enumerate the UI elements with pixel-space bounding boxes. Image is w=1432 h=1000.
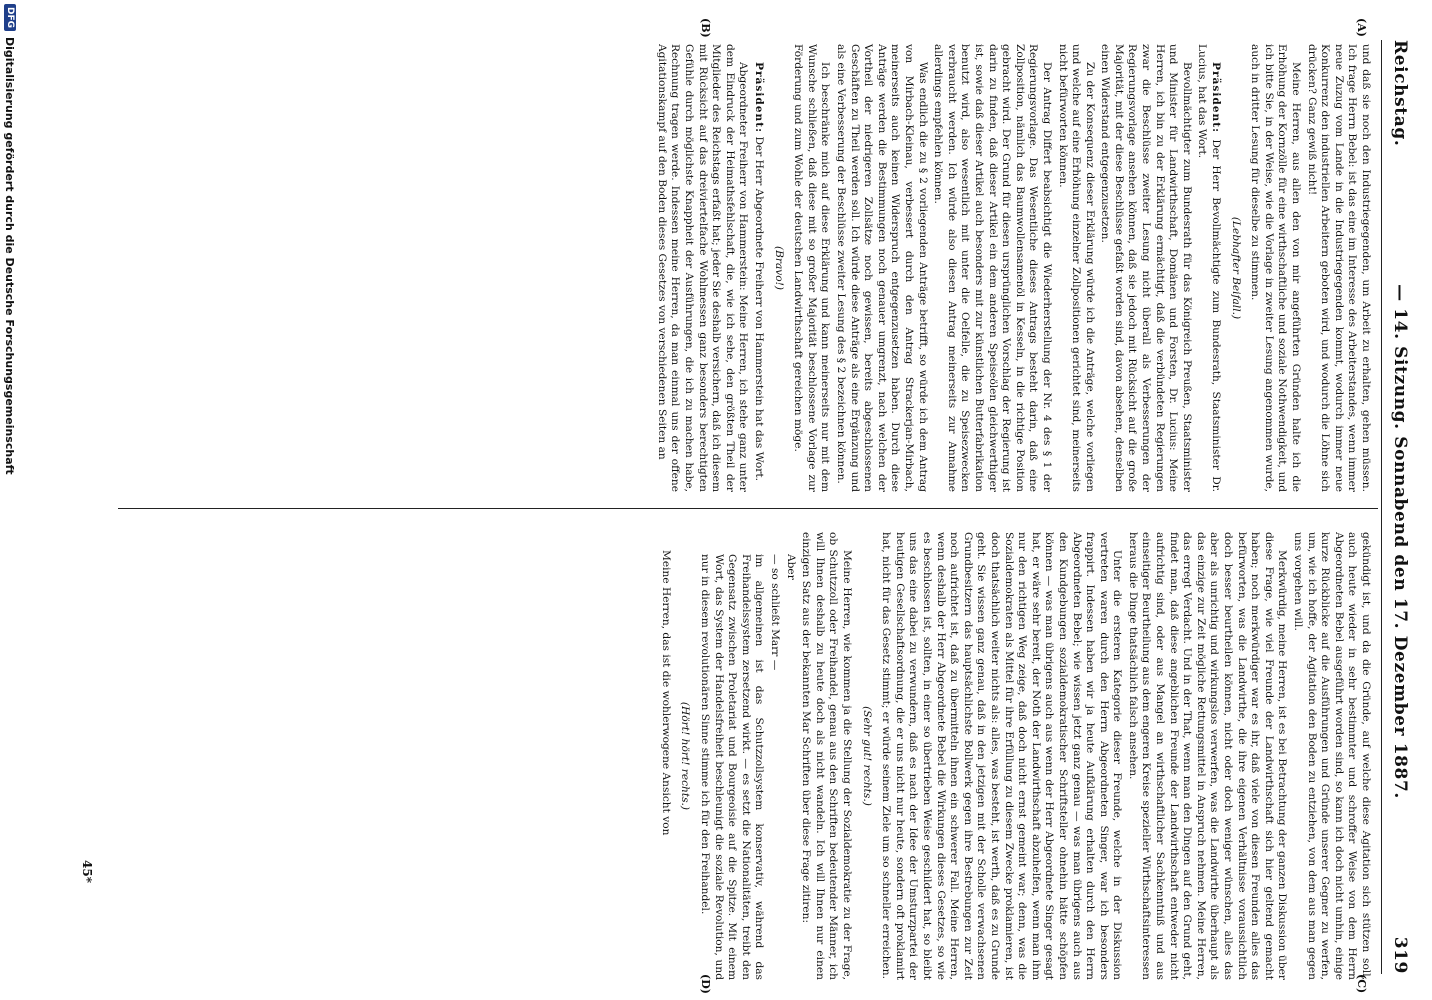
speaker-paragraph bbox=[751, 44, 765, 492]
paragraph: Der Antrag Differt beabsichtigt die Wiederherstellung der Nr. 4 des § 1 der Regierungsvorlage. Das Wesentliche dieses Antrags besteht darin, daß eine Zollposition, nämlich das Baumwollensamenöl in Kesseln, in die richtige Position gebracht wird. Der Grund für diesen ursprünglichen Vorschlag der Regierung ist darin zu finden, daß dieser Artikel ein dem anderen Speiseölen gleichwerthiger ist, sowie daß dieser Artikel auch besonders mit zur künstlichen Butterfabrikation benutzt wird, also wesentlich mit unter die Oelfelle, die zu Speisezwecken verbraucht werden. Ich würde also diesen Antrag meinerseits zur Annahme allerdings empfehlen können. bbox=[932, 44, 1053, 492]
dfg-logo: DFG bbox=[4, 4, 16, 31]
paragraph: und daß sie noch den Industriegegenden, um Arbeit zu erhalten, gehen müssen. Ich frage Herrn Bebel: ist das eine im Interesse des Arbeiterstandes, wenn immer neue Zuzug vom Lande in die Industriegegenden kommt, wodurch immer neue Konkurrenz den industriellen Arbeitern geboten wird, und wodurch die Löhne sich drücken? Ganz gewiß nicht! bbox=[1305, 44, 1372, 492]
paragraph: Ich beschränke mich auf diese Erklärung und kann meinerseits nur mit dem Wunsche schließen, daß diese mit so großer Majorität beschlossene Vorlage zur Förderung und zum Wohle der deutschen Landwirthschaft gereichen möge. bbox=[792, 44, 832, 492]
paragraph: Abgeordneter Freiherr von Hammerstein: Meine Herren, ich stehe ganz unter dem Eindruck der Heimathsfehlschaft, die, wie ich sehe, den größten Theil der Mitglieder des Reichstags erfaßt hat; jeder Sie deshalb versichern, daß ich diesem mit Rücksicht auf das dreiviertelfache Wohlmessen ganz besonders berechtigten Gefühle durch möglichste Knappheit der Ausführungen, die ich zu machen habe, Rechnung tragen werde. Indessen meine Herren, da man einmal uns der offene Agitationskampf auf den Boden dieses Gesetzes von verschiedenen Seiten an bbox=[655, 44, 750, 492]
margin-mark-b: (B) bbox=[699, 18, 712, 38]
quotation-line: — so schließt Marr — bbox=[769, 554, 782, 671]
footer-bar bbox=[0, 0, 20, 1000]
paragraph: Unter die ersteren Kategorie dieser Freunde, welche in der Diskussion vertreten waren durch den Herrn Abgeordneten Singer, war ich besonders frappirt. Indessen haben wir ja heute Aufklärung erhalten durch den Herrn Abgeordneten Bebel; wie wissen jetzt ganz genau — was man übrigens auch aus den Kundgebungen sozialdemokratischer Schriftsteller ohnehin hätte schöpfen können — was man übrigens auch aus wenn der Herr Abgeordnete Singer gesagt hat, er wäre sehr bereit, der Noth der Landwirthschaft abzuhelfen, wenn man ihm nur den richtigen Weg zeige, daß doch nicht ernst gemeint war; denn, was die Sozialdemokraten als Mittel für ihre Erfüllung zu diesem Zwecke proklamieren, ist doch thatsächlich weiter nichts als: alles, was besteht, ist werth, daß es zu Grunde geht. Sie wissen ganz genau, daß in den jetzigen mit der Scholle verwachsenen Grundbesitzern das hauptsächlichste Bollwerk gegen ihre Bestrebungen zur Zeit noch aufrichtet ist, daß zu übermitteln ihnen ein schwerer Fall. Meine Herren, wenn deshalb der Herr Abgeordnete Bebel die Wirkungen dieses Gesetzes, so wie es beschlossen ist, sollten, in einer so übertrieben Weise geschildert hat, so bleibt uns das eine dabei zu verwundern, daß es nach der Idee der Umsturzpartei der heutigen Gesellschaftsordnung, die er uns nicht nur heute, sondern oft proklamirt hat, nicht für das Gesetz stimmt; er würde seinem Ziele um so schneller erreichen. bbox=[880, 532, 1124, 980]
page-signature: 45* bbox=[80, 860, 94, 883]
paragraph: Bevollmächtigter zum Bundesrath für das Königreich Preußen, Staatsminister und Minister für Landwirthschaft, Domänen und Forsten, Dr. Lucius: Meine Herren, ich bin zu der Erklärung ermächtigt, daß die verbündeten Regierungen zwar die Beschlüsse zweiter Lesung nicht überall als Verbesserungen der Regierungsvorlage ansehen können, daß sie jedoch mit Rücksicht auf die große Majorität, mit der diese Beschlüsse gefaßt worden sind, davon absehen, denselben einen Widerstand entgegenzusetzen. bbox=[1099, 44, 1193, 492]
paragraph: gekündigt ist, und da die Gründe, auf welche diese Agitation sich stützen soll, auch heute wieder in sehr bestimmter und schroffer Weise von dem Herrn Abgeordneten Bebel ausgeführt worden sind, so kann ich doch nicht umhin, einige kurze Rückblicke auf die Ausführungen und Gründe unserer Gegner zu werfen, um, wie ich hoffe, der Agitation den Boden zu entziehen, von dem aus man gegen uns vorgehen will. bbox=[1292, 532, 1372, 980]
quotation-line: Aber bbox=[784, 554, 797, 580]
quotation-line: im allgemeinen ist das Schutzzollsystem konservativ, während das Freihandelssystem zersetzend wirkt. — es setzt die Nationalitäten, treibt den Gegensatz zwischen Proletariat und Bourgeoisie auf die Spitze. Mit einem Wort, das System der Handelsfreiheit beschleunigt die soziale Revolution, und nur in diesem revolutionären Sinne stimme ich für den Freihandel. bbox=[699, 554, 766, 980]
speaker-name: Präsident: bbox=[1210, 62, 1223, 134]
stage-direction: (Hört! hört! rechts.) bbox=[679, 701, 692, 811]
speaker-text: Der Herr Bevollmächtigte zum Bundesrath, Staatsminister Dr. Lucius, hat das Wort. bbox=[1196, 44, 1223, 492]
header-center: — 14. Sitzung. Sonnabend den 17. Dezember 1887. bbox=[1390, 284, 1410, 799]
stage-direction: (Sehr gut! rechts.) bbox=[860, 706, 873, 806]
right-column bbox=[656, 532, 1372, 980]
footer-text: Digitalisierung gefördert durch die Deutsche Forschungsgemeinschaft bbox=[3, 37, 17, 475]
paragraph: Zu der Konsequenz dieser Erklärung würde ich die Anträge, welche vorliegen und welche auf eine Erhöhung einzelner Zollpositionen gerichtet sind, meinerseits nicht befürworten können. bbox=[1056, 44, 1096, 492]
paragraph: Merkwürdig, meine Herren, ist es bei Betrachtung der ganzen Diskussion über diese Frage, wie viel Freunde der Landwirthschaft sich hier geltend gemacht haben; noch merkwürdiger war es ihr, daß viele von diesen Freunden alles das befürworten, was die Landwirthe, die ihre eigenen Verhältnisse voraussichtlich doch besser beurtheilen können, nicht oder doch weniger wünschen, alles das aber als unrichtig und wirkungslos verwerfen, was die Landwirthe überhaupt als das einzige zur Zeit mögliche Rettungsmittel in Anspruch nehmen. Meine Herren, das erregt Verdacht. Und in der That, wenn man den Dingen auf den Grund geht, findet man, daß diese angeblichen Freunde der Landwirthschaft entweder nicht aufrichtig sind, oder aus Mangel an wirthschaftlicher Sachkenntniß und aus einseitiger Beurtheilung aus dem engeren Kreise spezieller Wirthschaftsinteressen heraus die Dinge thatsächlich falsch ansehen. bbox=[1126, 532, 1289, 980]
speaker-paragraph bbox=[1195, 44, 1222, 492]
paragraph: Meine Herren, aus allen den von mir angeführten Gründen halte ich die Erhöhung der Kornzölle für eine wirthschaftliche und soziale Nothwendigkeit, und ich bitte Sie, in der Weise, wie die Vorlage in zweiter Lesung angenommen wurde, auch in dritter Lesung für dieselbe zu stimmen. bbox=[1249, 44, 1303, 492]
paragraph: Meine Herren, wie kommen ja die Stellung der Sozialdemokratie zu der Frage, ob Schutzzoll oder Freihandel, genau aus den Schriften bedeutender Männer, ich will Ihnen deshalb zu heute doch als nicht wandeln. Ich will Ihnen nur einen einzigen Satz aus der bekannten Mar Schriften über diese Frage zitiren: bbox=[800, 532, 854, 980]
stage-direction: (Lebhafter Beifall.) bbox=[1229, 216, 1242, 320]
page-number: 319 bbox=[1390, 936, 1410, 974]
stage-direction: (Bravo!) bbox=[772, 245, 785, 291]
margin-mark-c: (C) bbox=[1355, 974, 1368, 994]
speaker-name: Präsident: bbox=[753, 62, 766, 134]
margin-mark-d: (D) bbox=[699, 974, 712, 994]
paragraph: Was endlich die zu § 2 vorliegenden Anträge betrifft, so würde ich dem Antrag von Mirbach-Kleinau, verbessert durch den Antrag Strackerjan-Mirbach, meinerseits auch keinen Widerspruch entgegenzusetzen haben. Durch diese Anträge werden die Bestimmungen noch genauer umgrenzt, nach welchen der Vortheil der niedrigeren Zollsätze noch gewissen, bereits abgeschlossenen Geschäften zu Theil werden soll. Ich würde diese Anträge als eine Ergänzung und als eine Verbesserung der Beschlüsse zweiter Lesung des § 2 bezeichnen können. bbox=[835, 44, 929, 492]
column-divider bbox=[118, 508, 1378, 509]
left-column bbox=[652, 44, 1372, 492]
running-header bbox=[1386, 40, 1414, 974]
paragraph: Meine Herren, das ist die wohlerwogene Ansicht von bbox=[659, 550, 672, 836]
margin-mark-a: (A) bbox=[1355, 18, 1368, 37]
header-rule bbox=[1381, 40, 1382, 974]
header-left: Reichstag. bbox=[1390, 40, 1410, 147]
speaker-text: Der Herr Abgeordnete Freiherr von Hammerstein hat das Wort. bbox=[753, 136, 766, 481]
